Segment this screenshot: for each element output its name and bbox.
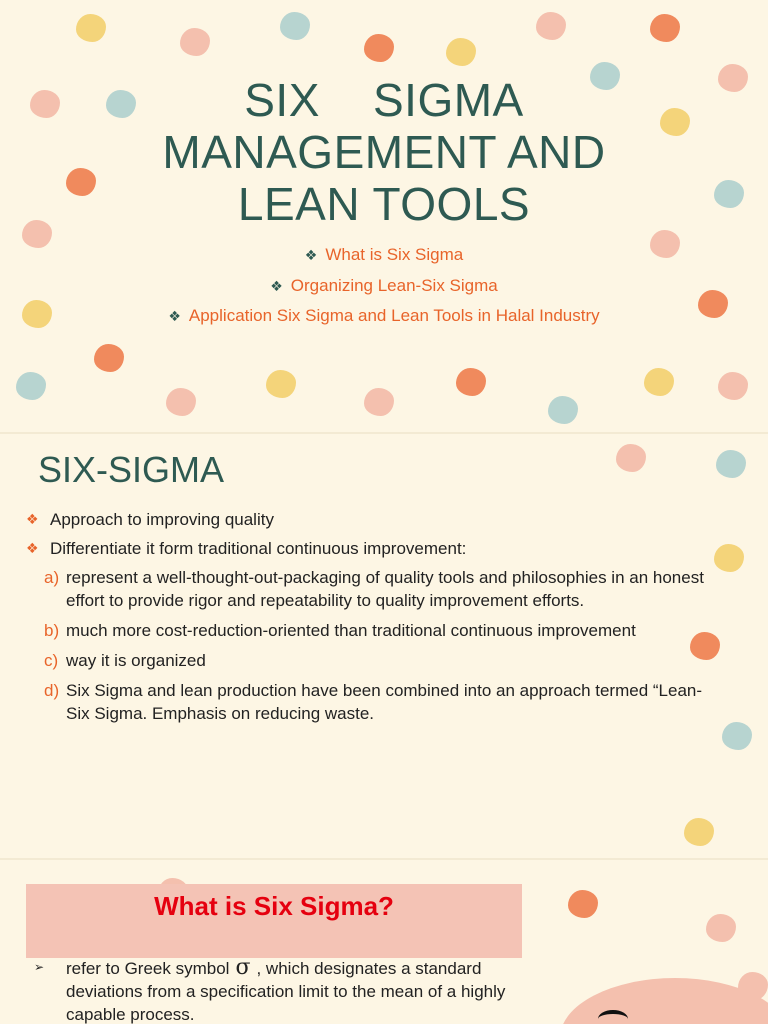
item-letter: a) <box>44 568 60 587</box>
sub-list-item <box>26 566 716 612</box>
diamond-bullet-icon: ❖ <box>304 247 318 263</box>
decor-blob <box>560 978 768 1024</box>
list-item-text: Differentiate it form traditional continuous improvement: <box>50 539 467 558</box>
title-line: MANAGEMENT AND <box>162 126 606 178</box>
sub-item-text: Six Sigma and lean production have been combined into an approach termed “Lean-Six Sigma. Emphasis on reducing waste. <box>66 681 703 723</box>
heading-box <box>26 884 522 958</box>
bullet-list <box>26 508 716 732</box>
sub-item-text: way it is organized <box>66 651 206 670</box>
agenda-item <box>0 301 768 332</box>
item-letter: d) <box>44 681 60 700</box>
decor-dot <box>180 28 210 56</box>
text-after-symbol: , which designates a standard deviations from a specification limit to the mean of a highly capable process. <box>66 959 506 1024</box>
sigma-symbol: σ <box>235 955 251 980</box>
list-item-text: Approach to improving quality <box>50 510 274 529</box>
decor-dot <box>706 914 736 942</box>
slide-title: SIX-SIGMA <box>38 449 225 490</box>
decor-dot <box>166 388 196 416</box>
decor-dot <box>716 450 746 478</box>
decor-dot <box>536 12 566 40</box>
decor-dot <box>718 372 748 400</box>
decor-dot <box>650 14 680 42</box>
decor-dot <box>364 34 394 62</box>
item-letter: c) <box>44 651 59 670</box>
agenda-item <box>0 271 768 302</box>
decor-dot <box>76 14 106 42</box>
agenda-item-label: Application Six Sigma and Lean Tools in Halal Industry <box>188 306 600 325</box>
agenda-item <box>0 240 768 271</box>
decor-dot <box>456 368 486 396</box>
arrow-bullet-icon: ➢ <box>34 960 45 974</box>
diamond-bullet-icon: ❖ <box>26 511 39 527</box>
item-letter: b) <box>44 621 60 640</box>
decor-dot <box>568 890 598 918</box>
decor-dot <box>280 12 310 40</box>
sub-list-item <box>26 679 716 725</box>
title-slide <box>0 0 768 432</box>
body-text <box>66 956 506 1024</box>
decor-dot <box>616 444 646 472</box>
agenda-item-label: Organizing Lean-Six Sigma <box>290 275 498 295</box>
diamond-bullet-icon: ❖ <box>26 540 39 556</box>
list-item <box>26 537 716 560</box>
sub-item-text: much more cost-reduction-oriented than traditional continuous improvement <box>66 621 636 640</box>
what-is-six-sigma-slide <box>0 860 768 1024</box>
decor-dot <box>94 344 124 372</box>
title-line: SIX SIGMA <box>244 74 524 126</box>
decor-dot <box>16 372 46 400</box>
agenda-item-label: What is Six Sigma <box>325 245 464 264</box>
title-line: LEAN TOOLS <box>237 178 531 230</box>
diamond-bullet-icon: ❖ <box>270 277 283 294</box>
decor-dot <box>446 38 476 66</box>
diamond-bullet-icon: ❖ <box>168 308 181 324</box>
slide-title <box>0 74 768 230</box>
sub-list-item <box>26 619 716 642</box>
decor-stroke <box>598 1010 628 1024</box>
decor-dot <box>714 544 744 572</box>
decor-dot <box>548 396 578 424</box>
text-before-symbol: refer to Greek symbol <box>66 959 230 978</box>
sub-item-text: represent a well-thought-out-packaging of quality tools and philosophies in an honest effort to provide rigor and repeatability to quality improvement efforts. <box>66 568 704 610</box>
decor-dot <box>684 818 714 846</box>
list-item <box>26 508 716 531</box>
decor-dot <box>644 368 674 396</box>
slide-title: What is Six Sigma? <box>154 891 394 921</box>
six-sigma-slide <box>0 434 768 858</box>
decor-dot <box>266 370 296 398</box>
decor-dot <box>722 722 752 750</box>
agenda-list <box>0 240 768 332</box>
decor-dot <box>364 388 394 416</box>
sub-list-item <box>26 649 716 672</box>
